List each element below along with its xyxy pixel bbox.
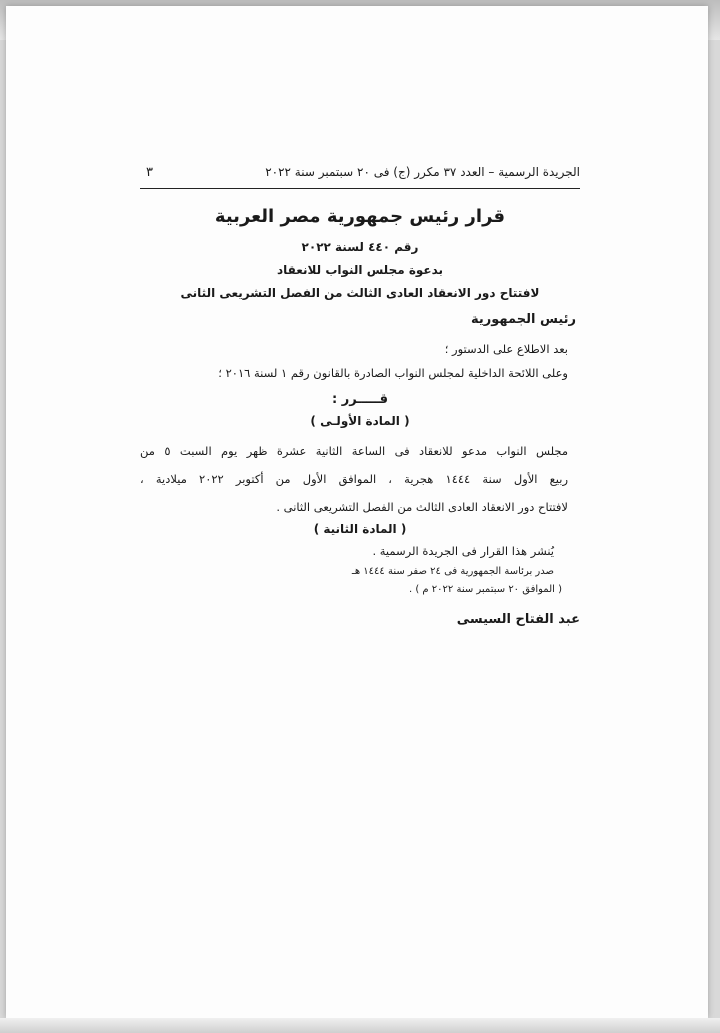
document-content bbox=[140, 160, 580, 632]
preamble-bylaws: وعلى اللائحة الداخلية لمجلس النواب الصادرة بالقانون رقم ١ لسنة ٢٠١٦ ؛ bbox=[218, 366, 568, 380]
decided-heading: قـــــرر : bbox=[331, 392, 389, 407]
preamble-constitution: بعد الاطلاع على الدستور ؛ bbox=[444, 342, 568, 356]
article-2-title: ( المادة الثانية ) bbox=[313, 522, 407, 536]
article-1-line-2: ربيع الأول سنة ١٤٤٤ هجرية ، الموافق الأول من أكتوبر ٢٠٢٢ ميلادية ، bbox=[140, 472, 568, 486]
issuing-authority: رئيس الجمهورية bbox=[471, 312, 576, 327]
running-title: الجريدة الرسمية – العدد ٣٧ مكرر (ج) فى ٢٠ سبتمبر سنة ٢٠٢٢ bbox=[265, 165, 580, 179]
issued-date-hijri: صدر برئاسة الجمهورية فى ٢٤ صفر سنة ١٤٤٤ هـ bbox=[351, 566, 554, 577]
article-1-title: ( المادة الأولـى ) bbox=[310, 414, 410, 428]
signature: عبد الفتاح السيسى bbox=[456, 612, 580, 627]
decree-subject-line-1: بدعوة مجلس النواب للانعقاد bbox=[276, 263, 444, 277]
article-1-line-3: لافتتاح دور الانعقاد العادى الثالث من الفصل التشريعى الثانى . bbox=[276, 500, 568, 514]
issued-date-gregorian: ( الموافق ٢٠ سبتمبر سنة ٢٠٢٢ م ) . bbox=[408, 584, 562, 595]
decree-number: رقم ٤٤٠ لسنة ٢٠٢٢ bbox=[301, 240, 419, 254]
photo-bottom-edge bbox=[0, 1018, 720, 1033]
decree-title: قرار رئيس جمهورية مصر العربية bbox=[214, 206, 506, 227]
running-header bbox=[140, 160, 580, 189]
article-1-line-1: مجلس النواب مدعو للانعقاد فى الساعة الثانية عشرة ظهر يوم السبت ٥ من bbox=[140, 444, 568, 458]
page-number: ٣ bbox=[146, 164, 153, 180]
article-2-text: يُنشر هذا القرار فى الجريدة الرسمية . bbox=[372, 544, 554, 558]
decree-subject-line-2: لافتتاح دور الانعقاد العادى الثالث من الفصل التشريعى الثانى bbox=[180, 286, 540, 300]
